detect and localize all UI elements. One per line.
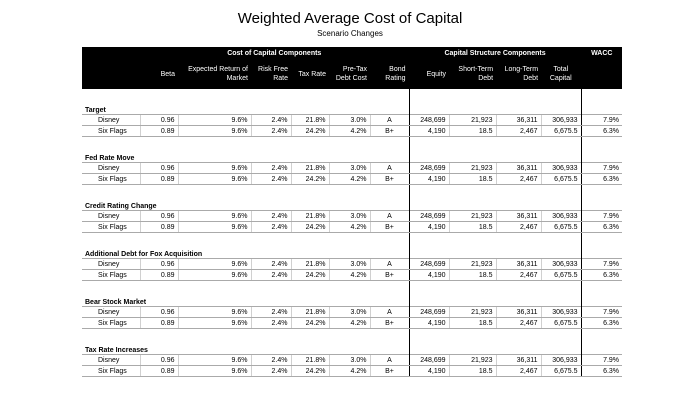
pretax-debt-cell: 3.0%: [329, 259, 370, 270]
risk-free-cell: 2.4%: [251, 366, 291, 377]
pretax-debt-cell: 4.2%: [329, 270, 370, 281]
scenario-header-row: [82, 199, 622, 211]
risk-free-cell: 2.4%: [251, 163, 291, 174]
short-term-debt-cell: 18.5: [449, 126, 496, 137]
pretax-debt-cell: 3.0%: [329, 307, 370, 318]
long-term-debt-cell: 36,311: [496, 163, 541, 174]
equity-cell: 4,190: [409, 318, 449, 329]
wacc-cell: 7.9%: [581, 163, 622, 174]
expected-return-cell: 9.6%: [178, 307, 251, 318]
pretax-debt-cell: 3.0%: [329, 163, 370, 174]
risk-free-cell: 2.4%: [251, 126, 291, 137]
expected-return-cell: 9.6%: [178, 126, 251, 137]
tax-rate-cell: 21.8%: [291, 259, 329, 270]
expected-return-cell: 9.6%: [178, 115, 251, 126]
risk-free-cell: 2.4%: [251, 259, 291, 270]
risk-free-cell: 2.4%: [251, 270, 291, 281]
long-term-debt-cell: 2,467: [496, 126, 541, 137]
total-capital-cell: 6,675.5: [541, 222, 581, 233]
total-capital-cell: 306,933: [541, 355, 581, 366]
expected-return-cell: 9.6%: [178, 318, 251, 329]
pretax-debt-cell: 4.2%: [329, 174, 370, 185]
bond-rating-cell: B+: [370, 126, 409, 137]
page-subtitle: Scenario Changes: [317, 29, 383, 38]
blank-column-header: [82, 59, 140, 89]
tax-rate-cell: 21.8%: [291, 163, 329, 174]
col-short-term-debt: Short-Term Debt: [449, 59, 496, 89]
tax-rate-cell: 21.8%: [291, 211, 329, 222]
pretax-debt-cell: 3.0%: [329, 355, 370, 366]
equity-cell: 248,699: [409, 307, 449, 318]
tax-rate-cell: 21.8%: [291, 307, 329, 318]
scenario-header-row: [82, 295, 622, 307]
long-term-debt-cell: 36,311: [496, 259, 541, 270]
tax-rate-cell: 24.2%: [291, 270, 329, 281]
company-cell: Disney: [82, 115, 140, 126]
bond-rating-cell: B+: [370, 270, 409, 281]
beta-cell: 0.96: [140, 115, 178, 126]
scenario-header-row: [82, 103, 622, 115]
short-term-debt-cell: 18.5: [449, 222, 496, 233]
bond-rating-cell: B+: [370, 318, 409, 329]
section-spacer: [82, 329, 622, 344]
risk-free-cell: 2.4%: [251, 318, 291, 329]
table-header: [82, 47, 622, 89]
pretax-debt-cell: 4.2%: [329, 366, 370, 377]
scenario-title: Additional Debt for Fox Acquisition: [85, 251, 203, 258]
equity-cell: 248,699: [409, 115, 449, 126]
tax-rate-cell: 24.2%: [291, 174, 329, 185]
col-bond-rating: Bond Rating: [370, 59, 409, 89]
col-wacc: [581, 59, 622, 89]
company-cell: Six Flags: [82, 222, 140, 233]
equity-cell: 4,190: [409, 222, 449, 233]
beta-cell: 0.96: [140, 211, 178, 222]
table-row: [82, 115, 622, 126]
beta-cell: 0.89: [140, 222, 178, 233]
equity-cell: 4,190: [409, 270, 449, 281]
beta-cell: 0.96: [140, 355, 178, 366]
section-spacer: [82, 233, 622, 248]
beta-cell: 0.96: [140, 259, 178, 270]
bond-rating-cell: A: [370, 115, 409, 126]
equity-cell: 4,190: [409, 366, 449, 377]
long-term-debt-cell: 36,311: [496, 355, 541, 366]
short-term-debt-cell: 21,923: [449, 307, 496, 318]
wacc-table: [82, 47, 622, 377]
risk-free-cell: 2.4%: [251, 307, 291, 318]
scenario-title: Bear Stock Market: [85, 299, 147, 306]
table-row: [82, 174, 622, 185]
beta-cell: 0.89: [140, 126, 178, 137]
col-total-capital: Total Capital: [541, 59, 581, 89]
tax-rate-cell: 24.2%: [291, 222, 329, 233]
equity-cell: 248,699: [409, 259, 449, 270]
short-term-debt-cell: 21,923: [449, 211, 496, 222]
short-term-debt-cell: 18.5: [449, 318, 496, 329]
col-equity: Equity: [409, 59, 449, 89]
section-spacer: [82, 185, 622, 200]
scenario-title: Fed Rate Move: [85, 155, 135, 162]
total-capital-cell: 306,933: [541, 307, 581, 318]
wacc-cell: 7.9%: [581, 355, 622, 366]
short-term-debt-cell: 21,923: [449, 259, 496, 270]
company-cell: Six Flags: [82, 366, 140, 377]
table-row: [82, 259, 622, 270]
company-cell: Disney: [82, 307, 140, 318]
equity-cell: 248,699: [409, 355, 449, 366]
col-pretax-debt: Pre-Tax Debt Cost: [329, 59, 370, 89]
risk-free-cell: 2.4%: [251, 174, 291, 185]
company-cell: Six Flags: [82, 126, 140, 137]
beta-cell: 0.96: [140, 163, 178, 174]
tax-rate-cell: 21.8%: [291, 115, 329, 126]
tax-rate-cell: 24.2%: [291, 366, 329, 377]
expected-return-cell: 9.6%: [178, 366, 251, 377]
beta-cell: 0.89: [140, 366, 178, 377]
wacc-cell: 7.9%: [581, 259, 622, 270]
wacc-cell: 6.3%: [581, 174, 622, 185]
scenario-title: Tax Rate Increases: [85, 347, 148, 354]
equity-cell: 248,699: [409, 163, 449, 174]
total-capital-cell: 306,933: [541, 259, 581, 270]
table-row: [82, 355, 622, 366]
wacc-cell: 6.3%: [581, 222, 622, 233]
total-capital-cell: 6,675.5: [541, 174, 581, 185]
long-term-debt-cell: 36,311: [496, 115, 541, 126]
company-cell: Six Flags: [82, 270, 140, 281]
company-cell: Disney: [82, 163, 140, 174]
table-row: [82, 307, 622, 318]
long-term-debt-cell: 36,311: [496, 211, 541, 222]
section-spacer: [82, 137, 622, 152]
tax-rate-cell: 21.8%: [291, 355, 329, 366]
bond-rating-cell: A: [370, 355, 409, 366]
col-long-term-debt: Long-Term Debt: [496, 59, 541, 89]
pretax-debt-cell: 4.2%: [329, 318, 370, 329]
table-row: [82, 211, 622, 222]
column-header-row: [82, 59, 622, 89]
scenario-header-row: [82, 247, 622, 259]
total-capital-cell: 306,933: [541, 211, 581, 222]
capital-structure-header: Capital Structure Components: [409, 47, 581, 59]
wacc-cell: 7.9%: [581, 211, 622, 222]
pretax-debt-cell: 3.0%: [329, 115, 370, 126]
table-row: [82, 318, 622, 329]
expected-return-cell: 9.6%: [178, 270, 251, 281]
total-capital-cell: 6,675.5: [541, 318, 581, 329]
expected-return-cell: 9.6%: [178, 174, 251, 185]
group-header-row: [82, 47, 622, 59]
pretax-debt-cell: 3.0%: [329, 211, 370, 222]
equity-cell: 4,190: [409, 126, 449, 137]
bond-rating-cell: A: [370, 307, 409, 318]
beta-cell: 0.89: [140, 318, 178, 329]
beta-cell: 0.89: [140, 270, 178, 281]
beta-cell: 0.96: [140, 307, 178, 318]
table-row: [82, 270, 622, 281]
pretax-debt-cell: 4.2%: [329, 222, 370, 233]
wacc-cell: 6.3%: [581, 318, 622, 329]
expected-return-cell: 9.6%: [178, 222, 251, 233]
table-body: [82, 89, 622, 377]
table-row: [82, 366, 622, 377]
total-capital-cell: 6,675.5: [541, 366, 581, 377]
long-term-debt-cell: 2,467: [496, 174, 541, 185]
wacc-table-container: [82, 47, 622, 377]
long-term-debt-cell: 2,467: [496, 222, 541, 233]
bond-rating-cell: B+: [370, 366, 409, 377]
wacc-cell: 7.9%: [581, 307, 622, 318]
short-term-debt-cell: 18.5: [449, 174, 496, 185]
wacc-cell: 6.3%: [581, 126, 622, 137]
bond-rating-cell: A: [370, 211, 409, 222]
company-cell: Six Flags: [82, 318, 140, 329]
section-spacer: [82, 89, 622, 103]
table-row: [82, 163, 622, 174]
wacc-cell: 7.9%: [581, 115, 622, 126]
wacc-cell: 6.3%: [581, 270, 622, 281]
company-cell: Disney: [82, 355, 140, 366]
total-capital-cell: 306,933: [541, 115, 581, 126]
long-term-debt-cell: 2,467: [496, 318, 541, 329]
scenario-title: Credit Rating Change: [85, 203, 157, 210]
expected-return-cell: 9.6%: [178, 211, 251, 222]
company-cell: Disney: [82, 259, 140, 270]
risk-free-cell: 2.4%: [251, 115, 291, 126]
page-title: Weighted Average Cost of Capital: [237, 10, 463, 27]
short-term-debt-cell: 18.5: [449, 366, 496, 377]
bond-rating-cell: A: [370, 259, 409, 270]
scenario-header-row: [82, 343, 622, 355]
expected-return-cell: 9.6%: [178, 163, 251, 174]
col-risk-free: Risk Free Rate: [251, 59, 291, 89]
short-term-debt-cell: 18.5: [449, 270, 496, 281]
scenario-header-row: [82, 151, 622, 163]
risk-free-cell: 2.4%: [251, 355, 291, 366]
beta-cell: 0.89: [140, 174, 178, 185]
col-expected-return: Expected Return of Market: [178, 59, 251, 89]
short-term-debt-cell: 21,923: [449, 163, 496, 174]
bond-rating-cell: B+: [370, 222, 409, 233]
tax-rate-cell: 24.2%: [291, 318, 329, 329]
risk-free-cell: 2.4%: [251, 222, 291, 233]
company-cell: Disney: [82, 211, 140, 222]
wacc-cell: 6.3%: [581, 366, 622, 377]
total-capital-cell: 6,675.5: [541, 270, 581, 281]
scenario-title: Target: [85, 107, 106, 114]
cost-of-capital-header: Cost of Capital Components: [140, 47, 409, 59]
short-term-debt-cell: 21,923: [449, 115, 496, 126]
equity-cell: 4,190: [409, 174, 449, 185]
short-term-debt-cell: 21,923: [449, 355, 496, 366]
expected-return-cell: 9.6%: [178, 259, 251, 270]
table-row: [82, 126, 622, 137]
tax-rate-cell: 24.2%: [291, 126, 329, 137]
bond-rating-cell: A: [370, 163, 409, 174]
expected-return-cell: 9.6%: [178, 355, 251, 366]
wacc-header: WACC: [581, 47, 622, 59]
col-beta: Beta: [140, 59, 178, 89]
long-term-debt-cell: 2,467: [496, 366, 541, 377]
long-term-debt-cell: 36,311: [496, 307, 541, 318]
bond-rating-cell: B+: [370, 174, 409, 185]
long-term-debt-cell: 2,467: [496, 270, 541, 281]
total-capital-cell: 306,933: [541, 163, 581, 174]
section-spacer: [82, 281, 622, 296]
table-row: [82, 222, 622, 233]
company-cell: Six Flags: [82, 174, 140, 185]
pretax-debt-cell: 4.2%: [329, 126, 370, 137]
equity-cell: 248,699: [409, 211, 449, 222]
blank-header: [82, 47, 140, 59]
total-capital-cell: 6,675.5: [541, 126, 581, 137]
risk-free-cell: 2.4%: [251, 211, 291, 222]
col-tax-rate: Tax Rate: [291, 59, 329, 89]
